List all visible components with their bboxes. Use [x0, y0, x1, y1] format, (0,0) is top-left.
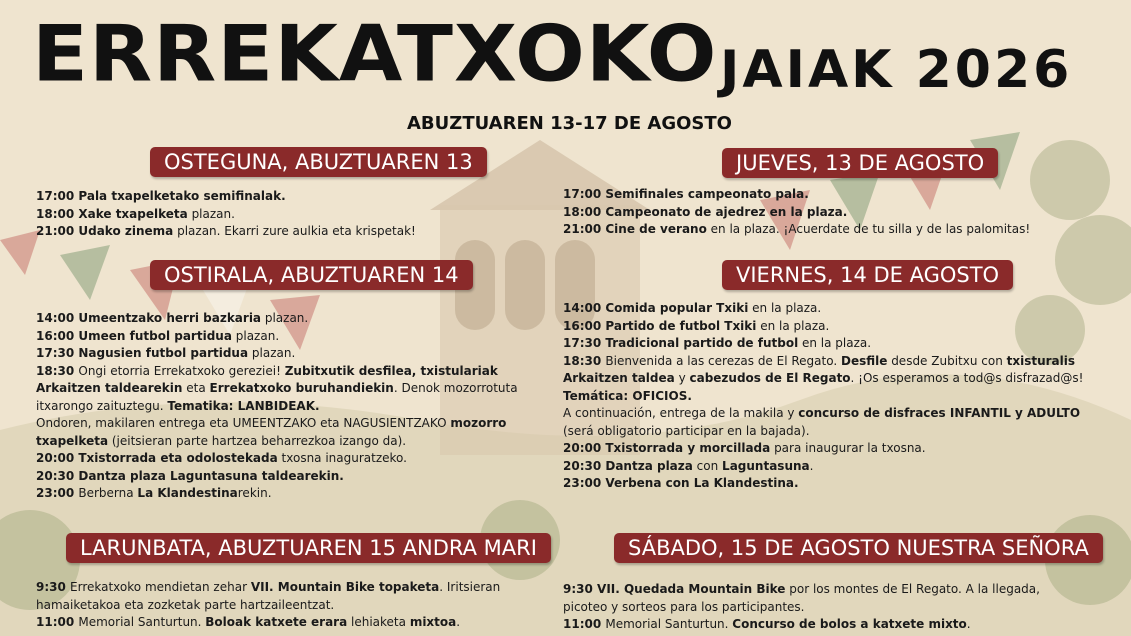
schedule-line: [36, 398, 518, 416]
schedule-text-bold: Tradicional partido de futbol: [605, 336, 799, 350]
schedule-text: .: [809, 458, 814, 473]
schedule-text-bold: 18:30: [563, 353, 606, 368]
schedule-text: Memorial Santurtun.: [605, 617, 733, 631]
schedule-line: [563, 405, 1083, 423]
schedule-text-bold: Txistorrada eta odolostekada: [78, 451, 278, 465]
schedule-text-bold: Zubitxutik desfilea, txistulariak: [284, 363, 498, 378]
schedule-text: en la plaza.: [798, 336, 872, 350]
schedule-text-bold: 17:00: [36, 189, 79, 203]
schedule-text-bold: txisturalis: [1006, 353, 1076, 368]
schedule-line: [563, 204, 1030, 222]
schedule-line: [36, 223, 416, 241]
schedule-text-bold: Udako zinema: [78, 224, 174, 238]
schedule-text: en la plaza.: [748, 301, 822, 315]
schedule-line: [36, 433, 518, 451]
schedule-line: [563, 221, 1030, 239]
schedule-line: [36, 579, 500, 597]
schedule-text-bold: VII. Mountain Bike topaketa: [250, 580, 440, 594]
schedule-text-bold: Tematika: LANBIDEAK.: [167, 398, 320, 413]
schedule-text: con: [692, 458, 723, 473]
schedule-line: [563, 186, 1030, 204]
schedule-text: en la plaza. ¡Acuerdate de tu silla y de las palomitas!: [706, 222, 1031, 236]
schedule-text-bold: 11:00: [563, 617, 606, 631]
schedule-larunbata: [36, 579, 500, 632]
schedule-text-bold: Xake txapelketa: [78, 206, 188, 221]
schedule-text-bold: txapelketa: [36, 433, 109, 448]
schedule-text: en la plaza.: [756, 318, 830, 333]
schedule-line: [36, 363, 518, 381]
schedule-text: .: [966, 617, 971, 631]
schedule-text: y: [674, 371, 690, 385]
schedule-text-bold: mozorro: [450, 416, 507, 430]
schedule-text: plazan.: [187, 206, 235, 221]
schedule-text-bold: Partido de futbol Txiki: [605, 318, 757, 333]
schedule-text-bold: Semifinales campeonato pala.: [605, 187, 809, 201]
schedule-text: Memorial Santurtun.: [78, 615, 206, 629]
schedule-text-bold: 23:00: [563, 476, 606, 490]
day-header-osteguna: OSTEGUNA, ABUZTUAREN 13: [150, 147, 487, 177]
schedule-line: [36, 468, 518, 486]
schedule-line: [563, 318, 1083, 336]
schedule-text: eta: [182, 381, 210, 395]
schedule-line: [563, 353, 1083, 371]
day-header-sabado: SÁBADO, 15 DE AGOSTO NUESTRA SEÑORA: [614, 533, 1103, 563]
schedule-line: [563, 458, 1083, 476]
schedule-text-bold: 20:30: [563, 458, 606, 473]
schedule-text-bold: 11:00: [36, 615, 79, 629]
schedule-text: A continuación, entrega de la makila y: [563, 406, 799, 420]
schedule-line: [563, 335, 1083, 353]
schedule-text-bold: cabezudos de El Regato: [689, 371, 851, 385]
schedule-text: Ongi etorria Errekatxoko gereziei!: [78, 363, 285, 378]
schedule-text-bold: 20:30: [36, 468, 79, 483]
schedule-jueves: [563, 186, 1030, 239]
schedule-ostirala: [36, 310, 518, 503]
schedule-text-bold: Pala txapelketako semifinalak.: [78, 189, 286, 203]
schedule-text: . Iritsieran: [439, 580, 501, 594]
schedule-text-bold: 17:30: [36, 346, 79, 360]
schedule-text-bold: concurso de disfraces INFANTIL y ADULTO: [798, 406, 1081, 420]
schedule-text-bold: 17:30: [563, 336, 606, 350]
schedule-text-bold: La Klandestina: [137, 486, 238, 500]
schedule-text-bold: 21:00: [563, 222, 606, 236]
schedule-line: [36, 597, 500, 615]
schedule-text: plazan.: [261, 311, 309, 325]
schedule-text: picoteo y sorteos para los participantes.: [563, 599, 805, 614]
schedule-line: [36, 380, 518, 398]
schedule-text-bold: Boloak katxete erara: [205, 615, 348, 629]
schedule-line: [36, 450, 518, 468]
schedule-text-bold: 16:00: [36, 328, 79, 343]
schedule-line: [563, 300, 1083, 318]
schedule-line: [563, 581, 1040, 599]
schedule-line: [563, 599, 1040, 617]
schedule-text: plazan.: [231, 328, 280, 343]
schedule-text: . Denok mozorrotuta: [393, 381, 518, 395]
schedule-text: por los montes de El Regato. A la llegada,: [785, 582, 1040, 596]
schedule-text-bold: 14:00: [563, 301, 606, 315]
event-title: ERREKATXOKO: [32, 9, 718, 100]
schedule-line: [36, 415, 518, 433]
schedule-text: itxarongo zaituztegu.: [36, 398, 168, 413]
schedule-line: [563, 388, 1083, 406]
schedule-text-bold: 18:00: [563, 204, 606, 219]
schedule-viernes: [563, 300, 1083, 493]
schedule-line: [563, 370, 1083, 388]
schedule-text-bold: 17:00: [563, 187, 606, 201]
schedule-line: [563, 423, 1083, 441]
schedule-text: plazan.: [248, 346, 296, 360]
schedule-line: [36, 328, 518, 346]
schedule-line: [36, 614, 500, 632]
schedule-text-bold: 18:30: [36, 363, 79, 378]
schedule-text: Errekatxoko mendietan zehar: [70, 580, 251, 594]
event-dates: ABUZTUAREN 13-17 DE AGOSTO: [407, 113, 732, 134]
schedule-text-bold: 20:00: [563, 441, 606, 455]
schedule-text-bold: 9:30: [36, 580, 71, 594]
schedule-sabado: [563, 581, 1040, 634]
schedule-text-bold: Nagusien futbol partidua: [78, 346, 249, 360]
schedule-line: [36, 345, 518, 363]
schedule-text-bold: Dantza plaza: [605, 458, 693, 473]
schedule-text-bold: Temática: OFICIOS.: [563, 388, 692, 403]
day-header-larunbata: LARUNBATA, ABUZTUAREN 15 ANDRA MARI: [66, 533, 551, 563]
schedule-text: .: [456, 615, 461, 629]
schedule-text-bold: Desfile: [840, 353, 888, 368]
schedule-text: plazan. Ekarri zure aulkia eta krispetak!: [173, 224, 416, 238]
schedule-text-bold: Campeonato de ajedrez en la plaza.: [605, 204, 848, 219]
schedule-line: [36, 206, 416, 224]
schedule-text-bold: Umeentzako herri bazkaria: [78, 311, 262, 325]
schedule-text: desde Zubitxu con: [887, 353, 1007, 368]
schedule-text: txosna inaguratzeko.: [277, 451, 407, 465]
schedule-text-bold: mixtoa: [409, 615, 457, 629]
schedule-text: Berberna: [78, 486, 138, 500]
schedule-text-bold: Umeen futbol partidua: [78, 328, 232, 343]
schedule-text-bold: Errekatxoko buruhandiekin: [209, 381, 394, 395]
schedule-text-bold: 16:00: [563, 318, 606, 333]
schedule-text: . ¡Os esperamos a tod@s disfrazad@s!: [850, 371, 1084, 385]
schedule-text-bold: 23:00: [36, 486, 79, 500]
schedule-line: [563, 616, 1040, 634]
schedule-text-bold: 9:30: [563, 582, 598, 596]
day-header-ostirala: OSTIRALA, ABUZTUAREN 14: [150, 260, 473, 290]
schedule-text: (será obligatorio participar en la bajada).: [563, 423, 810, 438]
schedule-text-bold: Laguntasuna: [722, 458, 810, 473]
schedule-text-bold: 21:00: [36, 224, 79, 238]
day-header-viernes: VIERNES, 14 DE AGOSTO: [722, 260, 1013, 290]
schedule-text-bold: Dantza plaza Laguntasuna taldearekin.: [78, 468, 344, 483]
schedule-text-bold: Arkaitzen taldearekin: [36, 381, 183, 395]
schedule-line: [36, 188, 416, 206]
schedule-text: Ondoren, makilaren entrega eta UMEENTZAKO eta NAGUSIENTZAKO: [36, 416, 451, 430]
schedule-text: rekin.: [237, 486, 272, 500]
schedule-text-bold: 20:00: [36, 451, 79, 465]
schedule-text: lehiaketa: [347, 615, 410, 629]
schedule-text-bold: VII. Quedada Mountain Bike: [597, 582, 786, 596]
schedule-text: hamaiketakoa eta zozketak parte hartzaileentzat.: [36, 597, 335, 612]
schedule-text-bold: Arkaitzen taldea: [563, 371, 675, 385]
schedule-text-bold: Txistorrada y morcillada: [605, 441, 771, 455]
day-header-jueves: JUEVES, 13 DE AGOSTO: [722, 148, 998, 178]
schedule-text-bold: Cine de verano: [605, 222, 707, 236]
schedule-text: (jeitsieran parte hartzea beharrezkoa izango da).: [108, 433, 407, 448]
schedule-line: [36, 310, 518, 328]
event-title-suffix: JAIAK 2026: [720, 40, 1073, 100]
schedule-osteguna: [36, 188, 416, 241]
schedule-line: [563, 475, 1083, 493]
schedule-text-bold: 14:00: [36, 311, 79, 325]
schedule-text-bold: Verbena con La Klandestina.: [605, 476, 799, 490]
schedule-text-bold: Concurso de bolos a katxete mixto: [732, 617, 967, 631]
schedule-text: para inaugurar la txosna.: [770, 441, 926, 455]
schedule-text-bold: 18:00: [36, 206, 79, 221]
schedule-text-bold: Comida popular Txiki: [605, 301, 749, 315]
schedule-line: [563, 440, 1083, 458]
schedule-line: [36, 485, 518, 503]
schedule-text: Bienvenida a las cerezas de El Regato.: [605, 353, 841, 368]
